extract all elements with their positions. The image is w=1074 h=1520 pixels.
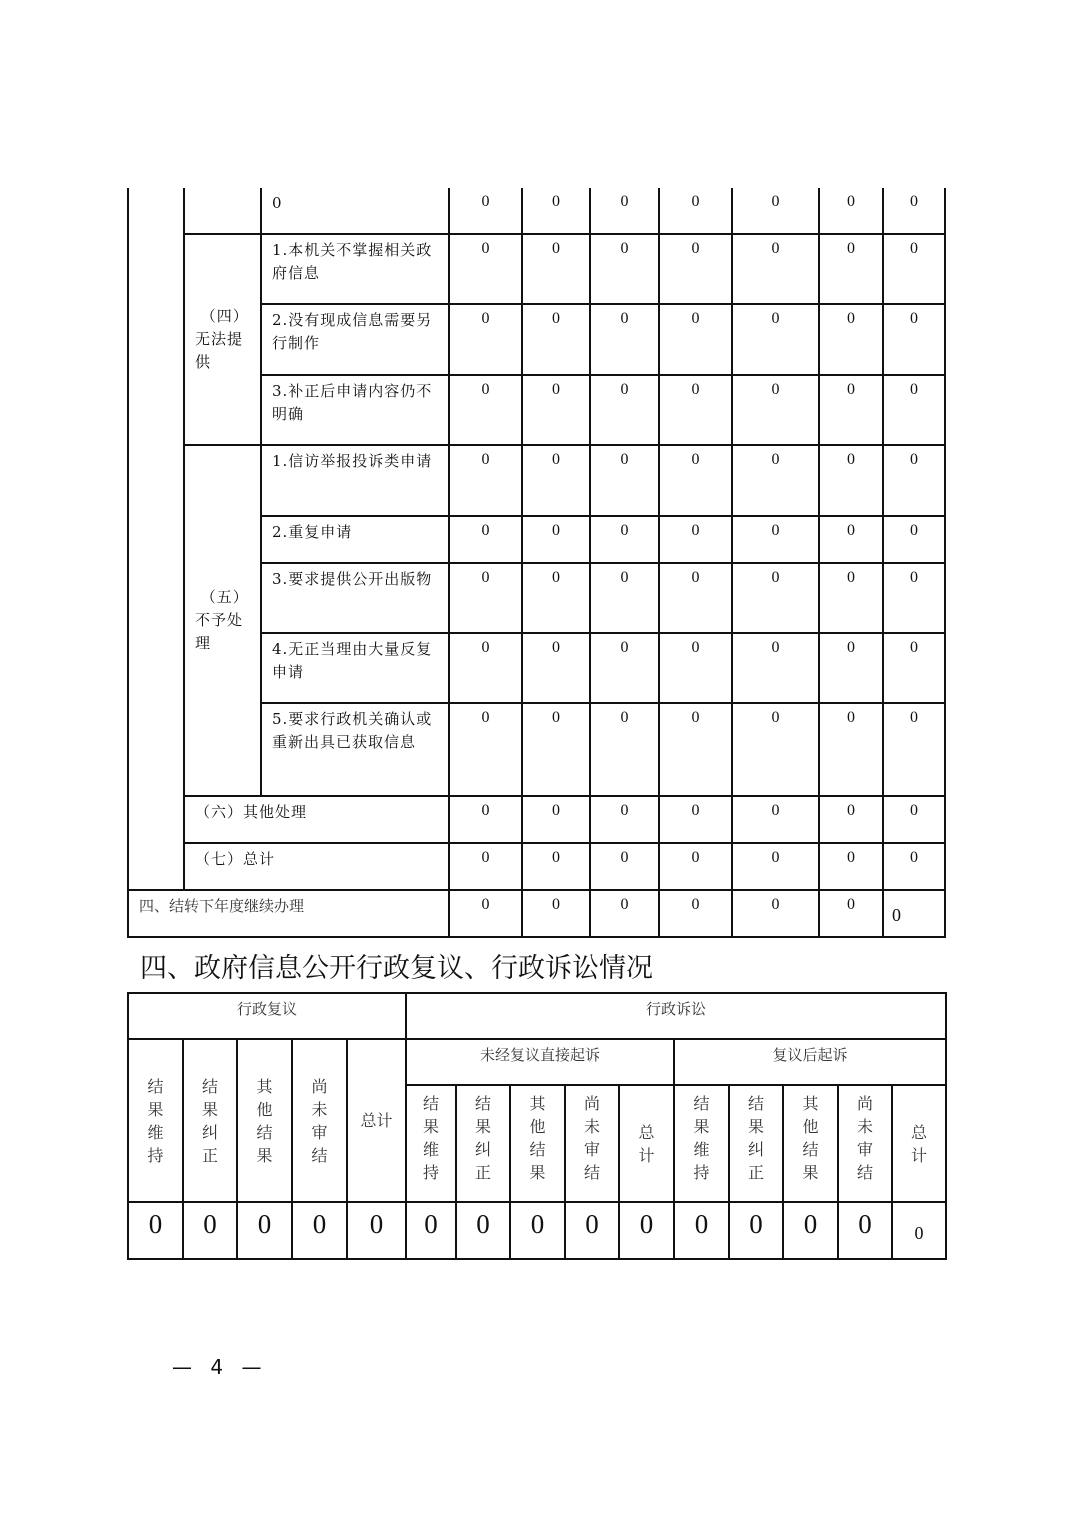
value-cell: 0 — [590, 843, 659, 890]
value-cell: 0 — [522, 890, 590, 937]
col-after-3: 尚 未 审 结 — [838, 1085, 892, 1202]
review-value-cell: 0 — [237, 1202, 292, 1259]
value-cell: 0 — [883, 703, 945, 796]
value-cell: 0 — [883, 234, 945, 304]
value-cell: 0 — [522, 843, 590, 890]
value-cell: 0 — [819, 375, 883, 445]
value-cell: 0 — [883, 796, 945, 843]
value-cell: 0 — [883, 445, 945, 516]
after-value-cell: 0 — [892, 1202, 946, 1259]
value-cell: 0 — [522, 703, 590, 796]
value-cell: 0 — [449, 445, 522, 516]
value-cell: 0 — [819, 633, 883, 703]
value-cell: 0 — [449, 843, 522, 890]
group-label-unable-to-provide: （四） 无法提 供 — [184, 234, 261, 445]
value-cell: 0 — [659, 633, 732, 703]
row-label: 1.本机关不掌握相关政府信息 — [261, 234, 449, 304]
value-cell: 0 — [819, 188, 883, 234]
value-cell: 0 — [819, 843, 883, 890]
col-review-corrected: 结 果 纠 正 — [183, 1039, 237, 1202]
value-cell: 0 — [590, 375, 659, 445]
col-after-4: 总 计 — [892, 1085, 946, 1202]
value-cell: 0 — [732, 563, 819, 633]
value-cell: 0 — [732, 890, 819, 937]
direct-value-cell: 0 — [619, 1202, 674, 1259]
section-title: 四、政府信息公开行政复议、行政诉讼情况 — [140, 953, 653, 984]
value-cell: 0 — [522, 304, 590, 375]
row-label: 2.没有现成信息需要另行制作 — [261, 304, 449, 375]
value-cell: 0 — [819, 445, 883, 516]
value-cell: 0 — [522, 375, 590, 445]
value-cell: 0 — [659, 890, 732, 937]
direct-value-cell: 0 — [406, 1202, 456, 1259]
value-cell: 0 — [732, 234, 819, 304]
value-cell: 0 — [590, 516, 659, 563]
value-cell: 0 — [449, 633, 522, 703]
table-row — [128, 234, 945, 304]
value-cell: 0 — [659, 234, 732, 304]
value-cell: 0 — [883, 304, 945, 375]
table-row — [128, 843, 945, 890]
value-cell: 0 — [522, 796, 590, 843]
value-cell: 0 — [449, 796, 522, 843]
direct-value-cell: 0 — [456, 1202, 510, 1259]
value-cell: 0 — [819, 890, 883, 937]
value-cell: 0 — [590, 234, 659, 304]
value-cell: 0 — [590, 633, 659, 703]
col-review-total: 总计 — [347, 1039, 406, 1202]
value-cell: 0 — [883, 375, 945, 445]
value-cell: 0 — [590, 304, 659, 375]
value-cell: 0 — [590, 796, 659, 843]
value-cell: 0 — [449, 188, 522, 234]
review-value-cell: 0 — [183, 1202, 237, 1259]
value-cell: 0 — [732, 445, 819, 516]
value-cell: 0 — [522, 188, 590, 234]
value-cell: 0 — [449, 304, 522, 375]
value-cell: 0 — [522, 516, 590, 563]
value-cell: 0 — [590, 188, 659, 234]
value-cell: 0 — [449, 703, 522, 796]
value-cell: 0 — [732, 188, 819, 234]
group-label-not-processed: （五） 不予处 理 — [184, 445, 261, 796]
row-label: 1.信访举报投诉类申请 — [261, 445, 449, 516]
value-cell: 0 — [659, 516, 732, 563]
after-value-cell: 0 — [729, 1202, 783, 1259]
after-value-cell: 0 — [674, 1202, 729, 1259]
value-cell: 0 — [522, 234, 590, 304]
value-cell: 0 — [883, 563, 945, 633]
value-cell: 0 — [819, 703, 883, 796]
value-cell: 0 — [732, 633, 819, 703]
page-number: — 4 — — [172, 1355, 268, 1379]
col-direct-4: 总 计 — [619, 1085, 674, 1202]
row-label: 3.补正后申请内容仍不明确 — [261, 375, 449, 445]
value-cell: 0 — [522, 633, 590, 703]
value-cell: 0 — [590, 703, 659, 796]
header-administrative-review: 行政复议 — [128, 993, 406, 1039]
value-cell: 0 — [659, 304, 732, 375]
row-label: 0 — [261, 188, 449, 234]
value-cell: 0 — [732, 375, 819, 445]
table-row — [128, 796, 945, 843]
value-cell: 0 — [659, 563, 732, 633]
value-cell: 0 — [522, 563, 590, 633]
value-cell: 0 — [883, 633, 945, 703]
value-cell: 0 — [449, 563, 522, 633]
row-label: 4.无正当理由大量反复申请 — [261, 633, 449, 703]
col-direct-1: 结 果 纠 正 — [456, 1085, 510, 1202]
value-cell: 0 — [590, 445, 659, 516]
review-litigation-table — [127, 992, 947, 1260]
value-cell: 0 — [732, 843, 819, 890]
value-cell: 0 — [449, 234, 522, 304]
value-cell: 0 — [659, 445, 732, 516]
col-direct-3: 尚 未 审 结 — [565, 1085, 619, 1202]
row-label: （七）总计 — [184, 843, 449, 890]
value-cell: 0 — [590, 890, 659, 937]
review-value-cell: 0 — [347, 1202, 406, 1259]
row-label: 2.重复申请 — [261, 516, 449, 563]
header-after-review-litigation: 复议后起诉 — [674, 1039, 946, 1085]
value-cell: 0 — [819, 234, 883, 304]
table-row — [128, 890, 945, 937]
value-cell: 0 — [732, 796, 819, 843]
value-cell: 0 — [659, 375, 732, 445]
row-label: （六）其他处理 — [184, 796, 449, 843]
value-cell: 0 — [732, 703, 819, 796]
application-handling-table — [127, 188, 946, 938]
table-row — [128, 445, 945, 516]
row-label: 四、结转下年度继续办理 — [128, 890, 449, 937]
header-direct-litigation: 未经复议直接起诉 — [406, 1039, 674, 1085]
col-direct-0: 结 果 维 持 — [406, 1085, 456, 1202]
value-cell: 0 — [883, 188, 945, 234]
value-cell: 0 — [819, 516, 883, 563]
group-blank-cell — [184, 188, 261, 234]
value-cell: 0 — [819, 563, 883, 633]
value-cell: 0 — [883, 843, 945, 890]
review-value-cell: 0 — [292, 1202, 347, 1259]
col-review-upheld: 结 果 维 持 — [128, 1039, 183, 1202]
value-cell: 0 — [449, 516, 522, 563]
value-cell: 0 — [883, 516, 945, 563]
col-after-2: 其 他 结 果 — [783, 1085, 838, 1202]
value-cell: 0 — [659, 796, 732, 843]
row-label: 3.要求提供公开出版物 — [261, 563, 449, 633]
value-cell: 0 — [819, 796, 883, 843]
value-cell: 0 — [449, 375, 522, 445]
table-row — [128, 188, 945, 234]
value-cell: 0 — [819, 304, 883, 375]
col-direct-2: 其 他 结 果 — [510, 1085, 565, 1202]
value-cell: 0 — [590, 563, 659, 633]
value-cell: 0 — [732, 304, 819, 375]
value-cell: 0 — [883, 890, 945, 937]
direct-value-cell: 0 — [510, 1202, 565, 1259]
value-cell: 0 — [659, 188, 732, 234]
value-cell: 0 — [449, 890, 522, 937]
col-after-0: 结 果 维 持 — [674, 1085, 729, 1202]
value-cell: 0 — [659, 703, 732, 796]
value-cell: 0 — [659, 843, 732, 890]
row-label: 5.要求行政机关确认或重新出具已获取信息 — [261, 703, 449, 796]
col-review-other: 其 他 结 果 — [237, 1039, 292, 1202]
outer-blank-cell — [128, 188, 184, 890]
review-value-cell: 0 — [128, 1202, 183, 1259]
after-value-cell: 0 — [783, 1202, 838, 1259]
header-administrative-litigation: 行政诉讼 — [406, 993, 946, 1039]
value-cell: 0 — [522, 445, 590, 516]
after-value-cell: 0 — [838, 1202, 892, 1259]
direct-value-cell: 0 — [565, 1202, 619, 1259]
col-review-pending: 尚 未 审 结 — [292, 1039, 347, 1202]
col-after-1: 结 果 纠 正 — [729, 1085, 783, 1202]
value-cell: 0 — [732, 516, 819, 563]
